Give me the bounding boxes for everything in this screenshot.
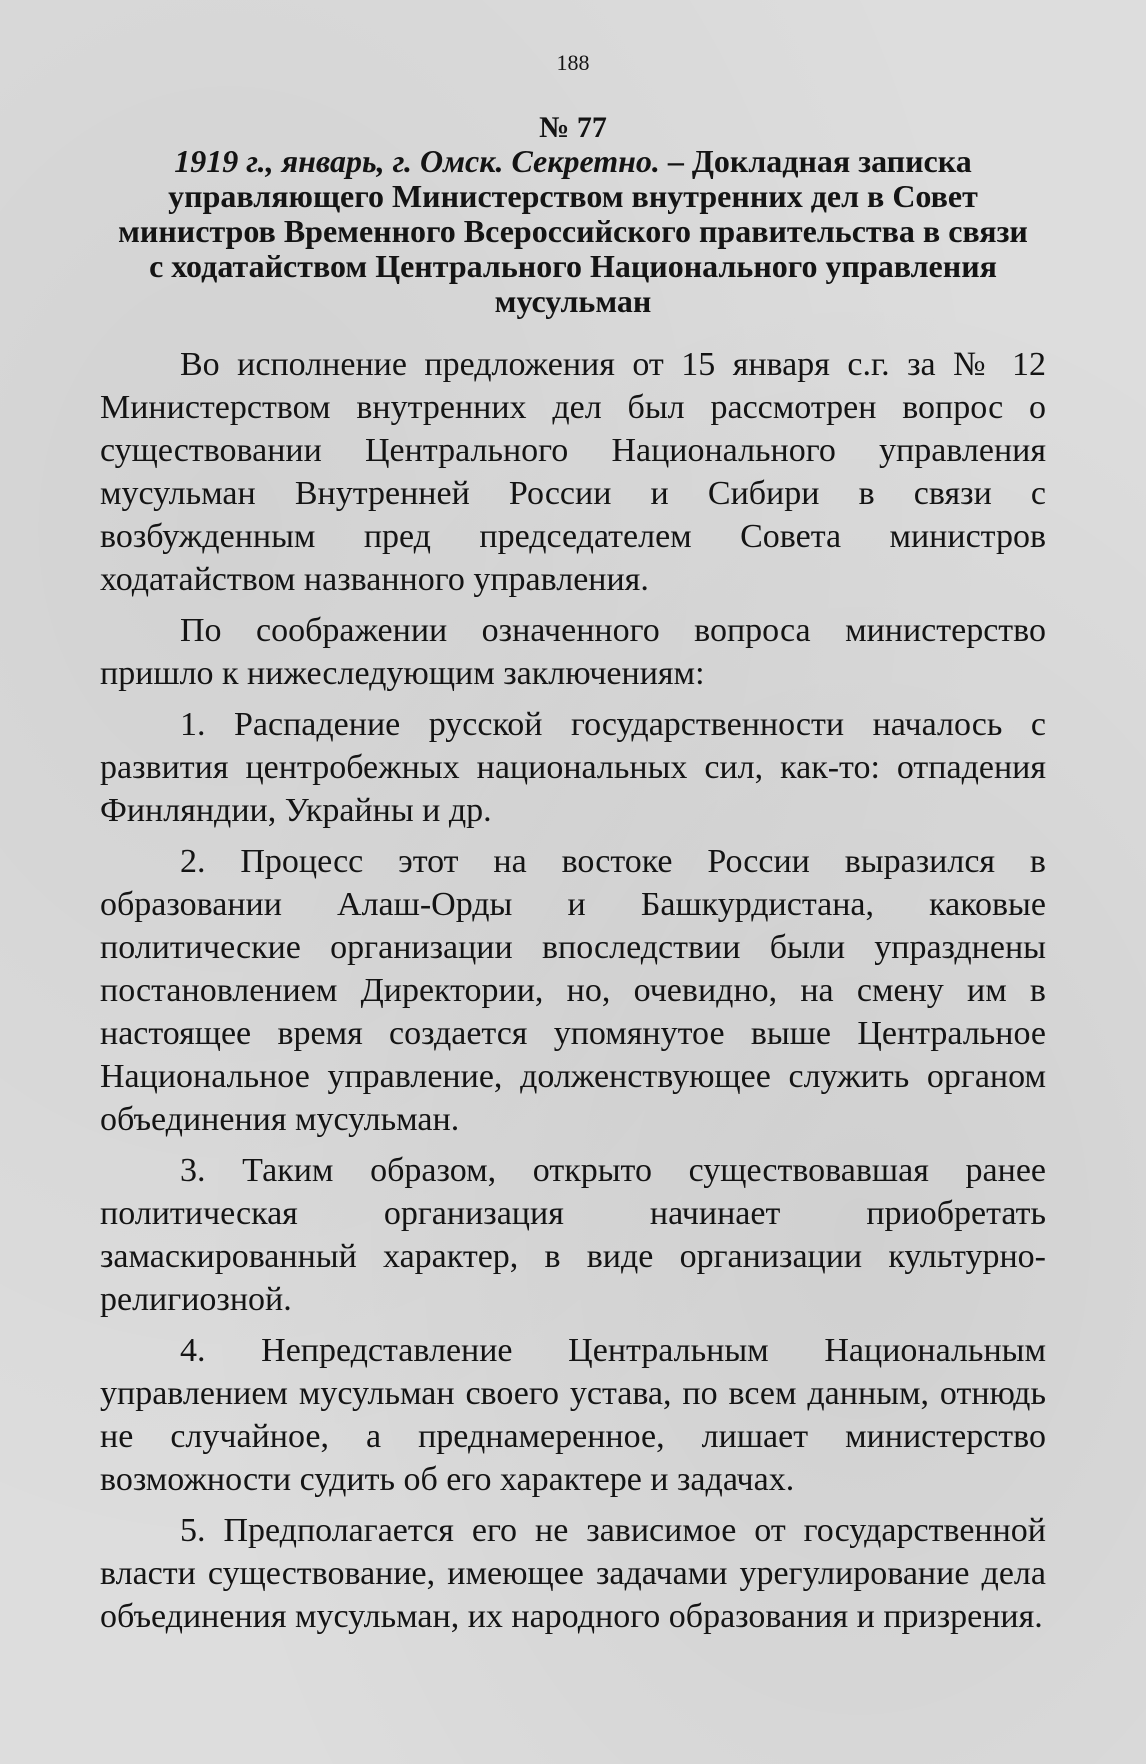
paragraph: 1. Распадение русской государственности началось с развития центробежных национальных сил, как-то: отпадения Финляндии, Украйны и др. xyxy=(100,706,1046,829)
paragraph: 2. Процесс этот на востоке России выразился в образовании Алаш-Орды и Башкурдистана, каковые политические организации впоследствии были упразднены постановлением Директории, но, очевидно, на смену им в настоящее время создается упомянутое выше Центральное Национальное управление, долженствующее служить органом объединения мусульман. xyxy=(100,843,1046,1138)
document-title-text: – Докладная записка управляющего Министерством внутренних дел в Совет министров Временного Всероссийского правительства в связи с ходатайством Центрального Национального управления мусульман xyxy=(118,143,1028,319)
document-title xyxy=(110,144,1036,319)
paragraph: По соображении означенного вопроса министерство пришло к нижеследующим заключениям: xyxy=(100,612,1046,692)
paragraph: 4. Непредставление Центральным Национальным управлением мусульман своего устава, по всем данным, отнюдь не случайное, а преднамеренное, лишает министерство возможности судить об его характере и задачах. xyxy=(100,1332,1046,1498)
paragraph: 3. Таким образом, открыто существовавшая ранее политическая организация начинает приобретать замаскированный характер, в виде организации культурно-религиозной. xyxy=(100,1152,1046,1318)
document-body xyxy=(100,343,1046,1638)
page-number: 188 xyxy=(556,50,590,75)
paragraph: Во исполнение предложения от 15 января с.г. за № 12 Министерством внутренних дел был рассмотрен вопрос о существовании Центрального Национального управления мусульман Внутренней России и Сибири в связи с возбужденным пред председателем Совета министров ходатайством названного управления. xyxy=(100,346,1046,598)
paragraph: 5. Предполагается его не зависимое от государственной власти существование, имеющее задачами урегулирование дела объединения мусульман, их народного образования и призрения. xyxy=(100,1512,1046,1635)
document-number: № 77 xyxy=(539,111,607,144)
document-title-date: 1919 г., январь, г. Омск. Секретно. xyxy=(174,143,660,179)
